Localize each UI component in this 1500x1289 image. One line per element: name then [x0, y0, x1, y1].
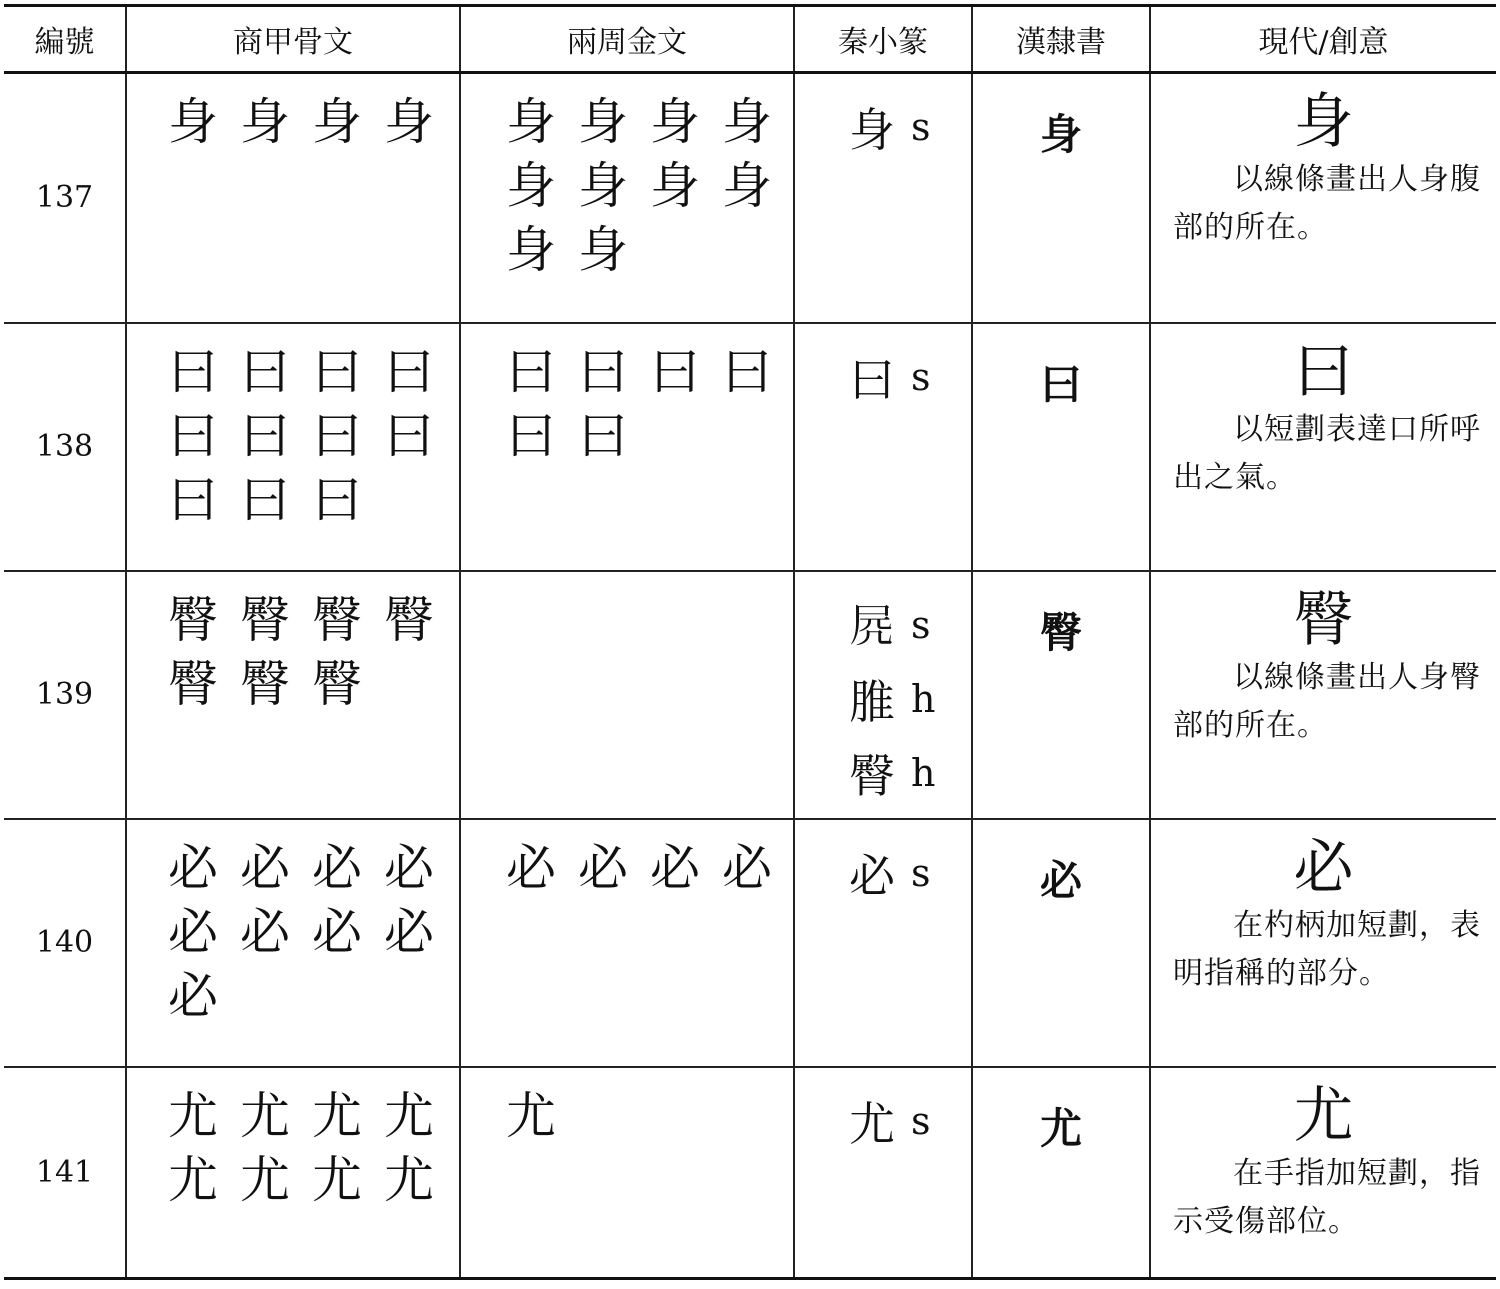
- header-oracle-bone: 商甲骨文: [126, 6, 460, 73]
- bronze-glyph: 身: [722, 157, 772, 215]
- small-seal-forms: [795, 1068, 971, 1158]
- meaning-text: 在杓柄加短劃，表明指稱的部分。: [1173, 907, 1481, 991]
- modern-cell: [1150, 73, 1496, 323]
- oracle-bone-glyph: 臀: [312, 590, 362, 649]
- small-seal-cell: [794, 1067, 972, 1279]
- small-seal-tag: h: [911, 750, 936, 795]
- clerical-glyph: 尤: [1039, 1103, 1082, 1153]
- small-seal-cell: [794, 571, 972, 819]
- small-seal-tag: s: [911, 105, 931, 149]
- bronze-glyph: 曰: [506, 406, 556, 465]
- meaning-text: 以短劃表達口所呼出之氣。: [1173, 411, 1481, 495]
- oracle-bone-glyph: 曰: [240, 470, 290, 529]
- oracle-bone-glyph: 尤: [384, 1150, 434, 1209]
- oracle-bone-glyph: 曰: [168, 470, 218, 529]
- oracle-bone-glyph: 臀: [168, 654, 218, 713]
- bronze-glyph: 必: [578, 838, 628, 897]
- small-seal-forms: [795, 572, 971, 810]
- oracle-bone-glyph: 必: [168, 902, 218, 961]
- clerical-cell: [972, 323, 1150, 571]
- bronze-glyph: 身: [650, 157, 700, 215]
- oracle-bone-glyph: 曰: [384, 406, 434, 465]
- clerical-glyph: 曰: [1039, 359, 1082, 409]
- oracle-bone-glyph: 必: [240, 838, 290, 897]
- modern-character: 尤: [1293, 1080, 1354, 1151]
- bronze-glyph: 身: [506, 93, 556, 151]
- small-seal-glyph: 𡱂: [849, 599, 895, 653]
- meaning-text: 在手指加短劃，指示受傷部位。: [1173, 1155, 1481, 1239]
- bronze-glyph: 尤: [506, 1086, 556, 1145]
- bronze-forms: [461, 820, 793, 900]
- header-small-seal: 秦小篆: [794, 6, 972, 73]
- bronze-glyph: 身: [506, 221, 556, 279]
- small-seal-tag: s: [911, 1098, 931, 1143]
- oracle-bone-glyph: 身: [312, 93, 362, 151]
- header-modern-meaning: 現代/創意: [1150, 6, 1496, 73]
- meaning-text: 以線條畫出人身腹部的所在。: [1173, 162, 1481, 245]
- oracle-bone-glyph: 身: [384, 93, 434, 151]
- clerical-glyph: 臀: [1039, 607, 1082, 657]
- small-seal-forms: [795, 820, 971, 910]
- table-row: [4, 73, 1496, 323]
- meaning-text: 以線條畫出人身臀部的所在。: [1173, 659, 1481, 743]
- oracle-bone-glyph: 曰: [312, 470, 362, 529]
- oracle-bone-glyph: 曰: [168, 342, 218, 401]
- oracle-bone-cell: [126, 571, 460, 819]
- header-number: 編號: [4, 6, 126, 73]
- entry-number: 137: [4, 73, 126, 323]
- bronze-forms: [461, 1068, 793, 1148]
- oracle-bone-forms: [127, 820, 459, 1028]
- bronze-forms: [461, 324, 793, 468]
- oracle-bone-forms: [127, 572, 459, 716]
- small-seal-cell: [794, 819, 972, 1067]
- bronze-glyph: 身: [578, 93, 628, 151]
- modern-cell: [1150, 571, 1496, 819]
- bronze-glyph: 曰: [578, 342, 628, 401]
- oracle-bone-glyph: 臀: [384, 590, 434, 649]
- oracle-bone-glyph: 臀: [240, 654, 290, 713]
- table-row: [4, 323, 1496, 571]
- bronze-glyph: 身: [722, 93, 772, 151]
- oracle-bone-glyph: 尤: [312, 1150, 362, 1209]
- oracle-bone-forms: [127, 1068, 459, 1212]
- clerical-glyph: 身: [1039, 110, 1082, 159]
- header-bronze: 兩周金文: [460, 6, 794, 73]
- small-seal-cell: [794, 323, 972, 571]
- table-row: [4, 819, 1496, 1067]
- clerical-cell: [972, 819, 1150, 1067]
- small-seal-forms: [795, 74, 971, 164]
- clerical-cell: [972, 1067, 1150, 1279]
- oracle-bone-cell: [126, 819, 460, 1067]
- small-seal-entry: [843, 588, 971, 662]
- bronze-glyph: 身: [506, 157, 556, 215]
- oracle-bone-glyph: 身: [168, 93, 218, 151]
- small-seal-entry: [843, 836, 971, 910]
- oracle-bone-glyph: 曰: [168, 406, 218, 465]
- oracle-bone-glyph: 必: [384, 838, 434, 897]
- modern-character: 曰: [1293, 336, 1354, 407]
- bronze-glyph: 必: [722, 838, 772, 897]
- small-seal-forms: [795, 324, 971, 414]
- oracle-bone-glyph: 尤: [240, 1086, 290, 1145]
- small-seal-glyph: 臀: [849, 748, 895, 803]
- bronze-glyph: 身: [578, 221, 628, 279]
- bronze-glyph: 必: [506, 838, 556, 897]
- small-seal-glyph: 尤: [849, 1096, 895, 1151]
- oracle-bone-cell: [126, 323, 460, 571]
- oracle-bone-glyph: 臀: [240, 590, 290, 649]
- clerical-cell: [972, 571, 1150, 819]
- bronze-cell: [460, 323, 794, 571]
- modern-character: 身: [1293, 87, 1354, 157]
- oracle-bone-forms: [127, 324, 459, 532]
- oracle-bone-glyph: 尤: [168, 1150, 218, 1209]
- small-seal-entry: [843, 340, 971, 414]
- bronze-glyph: 必: [650, 838, 700, 897]
- oracle-bone-glyph: 尤: [240, 1150, 290, 1209]
- oracle-bone-glyph: 曰: [312, 342, 362, 401]
- bronze-cell: [460, 73, 794, 323]
- clerical-glyph: 必: [1039, 855, 1082, 905]
- table-row: [4, 571, 1496, 819]
- bronze-glyph: 身: [578, 157, 628, 215]
- modern-character: 必: [1293, 832, 1354, 903]
- small-seal-tag: s: [911, 602, 931, 647]
- small-seal-glyph: 脽: [849, 674, 895, 729]
- small-seal-cell: [794, 73, 972, 323]
- small-seal-entry: [843, 1084, 971, 1158]
- oracle-bone-glyph: 曰: [312, 406, 362, 465]
- entry-number: 138: [4, 323, 126, 571]
- entry-number: 141: [4, 1067, 126, 1279]
- bronze-glyph: 曰: [650, 342, 700, 401]
- oracle-bone-glyph: 必: [384, 902, 434, 961]
- bronze-glyph: 曰: [506, 342, 556, 401]
- bronze-forms: [461, 74, 793, 282]
- oracle-bone-glyph: 臀: [168, 590, 218, 649]
- oracle-bone-glyph: 尤: [168, 1086, 218, 1145]
- oracle-bone-glyph: 必: [168, 838, 218, 897]
- small-seal-entry: [843, 736, 971, 810]
- bronze-forms: [461, 572, 793, 588]
- oracle-bone-glyph: 必: [240, 902, 290, 961]
- table-row: [4, 1067, 1496, 1279]
- oracle-bone-glyph: 曰: [384, 342, 434, 401]
- small-seal-tag: s: [911, 850, 931, 895]
- bronze-cell: [460, 571, 794, 819]
- small-seal-glyph: 身: [849, 103, 895, 157]
- entry-number: 139: [4, 571, 126, 819]
- clerical-cell: [972, 73, 1150, 323]
- bronze-glyph: 曰: [578, 406, 628, 465]
- header-clerical: 漢隸書: [972, 6, 1150, 73]
- oracle-bone-glyph: 必: [312, 902, 362, 961]
- oracle-bone-glyph: 尤: [312, 1086, 362, 1145]
- bronze-glyph: 身: [650, 93, 700, 151]
- oracle-bone-cell: [126, 1067, 460, 1279]
- small-seal-tag: h: [911, 676, 936, 721]
- bronze-glyph: 曰: [722, 342, 772, 401]
- oracle-bone-glyph: 臀: [312, 654, 362, 713]
- character-table: [4, 4, 1496, 1280]
- modern-cell: [1150, 323, 1496, 571]
- oracle-bone-glyph: 身: [240, 93, 290, 151]
- modern-cell: [1150, 1067, 1496, 1279]
- header-row: [4, 6, 1496, 73]
- small-seal-glyph: 必: [849, 848, 895, 903]
- oracle-bone-glyph: 尤: [384, 1086, 434, 1145]
- small-seal-glyph: 曰: [849, 352, 895, 407]
- modern-cell: [1150, 819, 1496, 1067]
- modern-character: 臀: [1293, 584, 1354, 655]
- entry-number: 140: [4, 819, 126, 1067]
- small-seal-entry: [843, 90, 971, 164]
- oracle-bone-forms: [127, 74, 459, 154]
- bronze-cell: [460, 819, 794, 1067]
- oracle-bone-glyph: 曰: [240, 342, 290, 401]
- oracle-bone-glyph: 曰: [240, 406, 290, 465]
- small-seal-tag: s: [911, 354, 931, 399]
- oracle-bone-glyph: 必: [168, 966, 218, 1025]
- small-seal-entry: [843, 662, 971, 736]
- bronze-cell: [460, 1067, 794, 1279]
- oracle-bone-glyph: 必: [312, 838, 362, 897]
- oracle-bone-cell: [126, 73, 460, 323]
